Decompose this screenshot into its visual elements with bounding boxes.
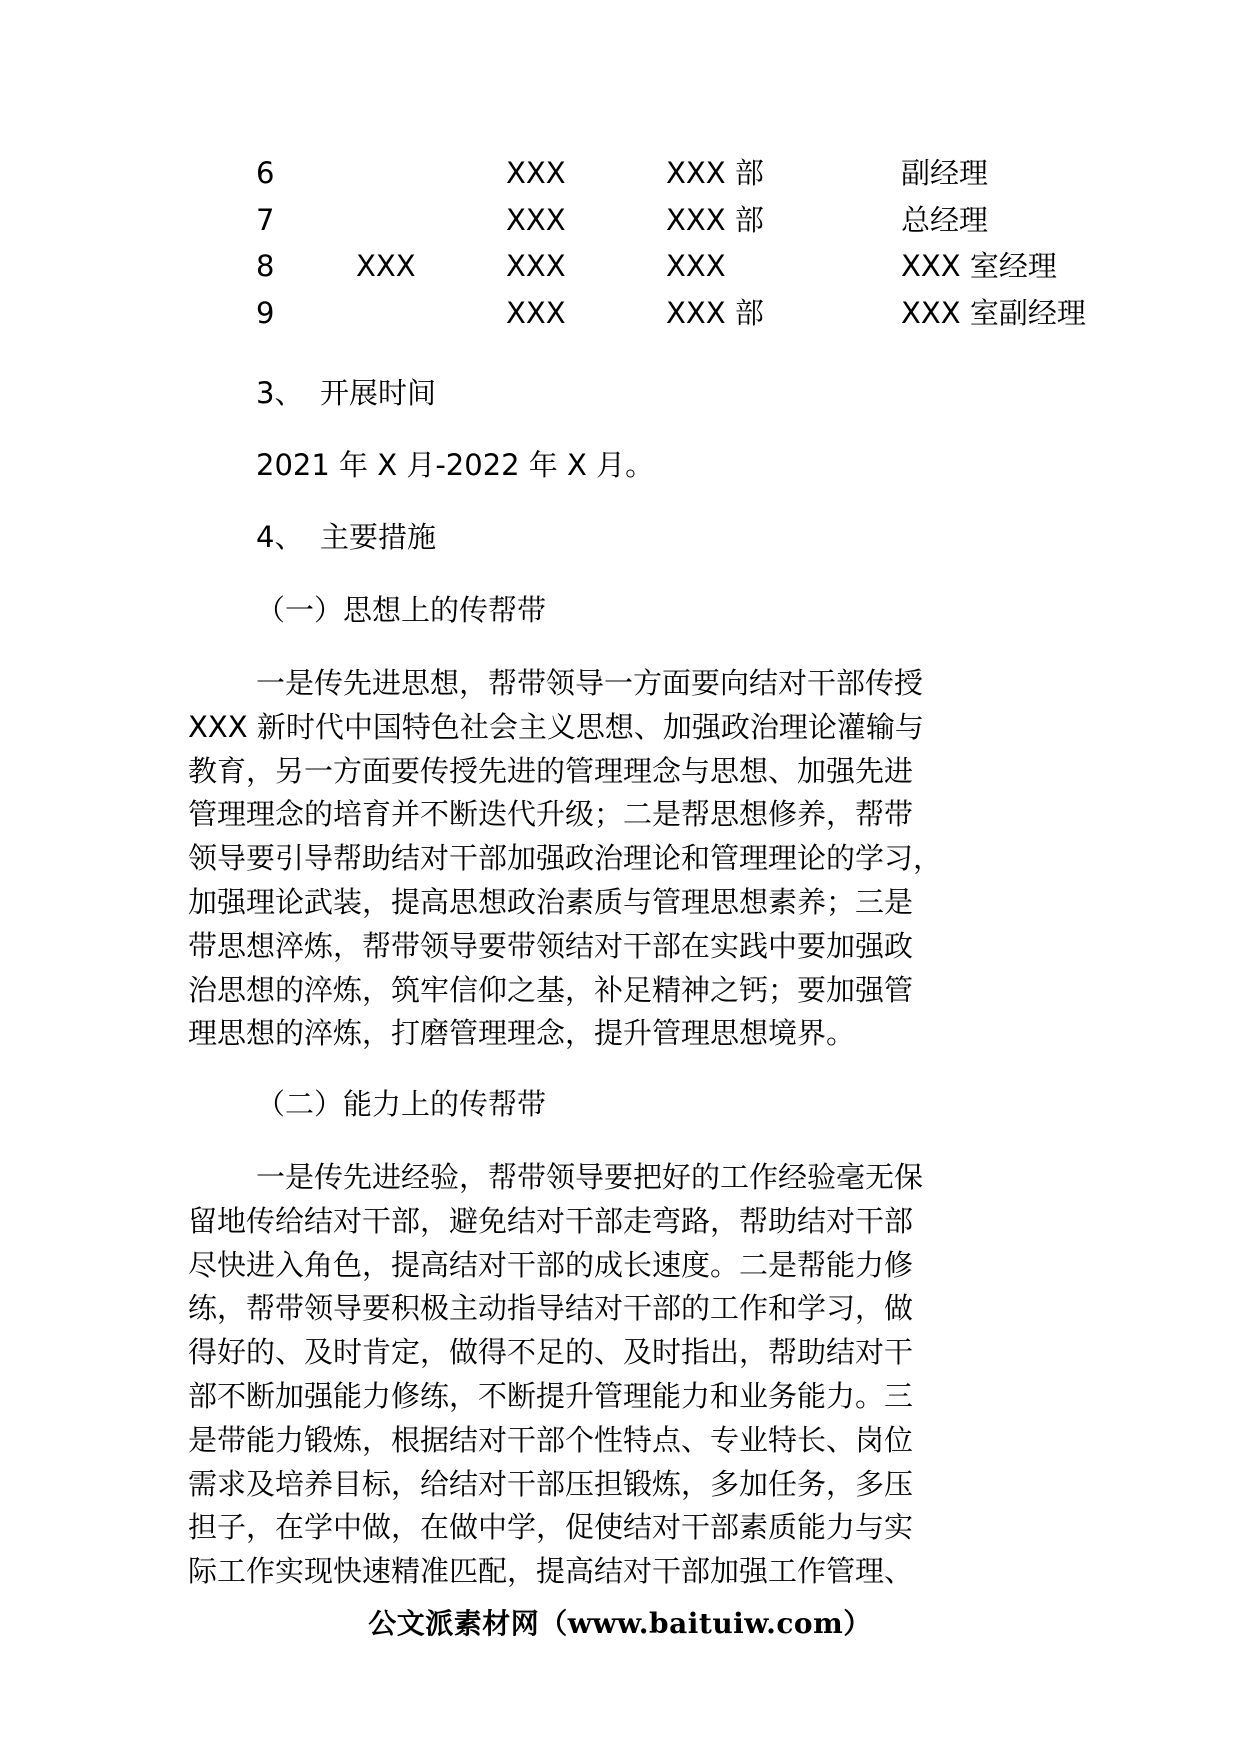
section-number: 3、 <box>256 376 304 410</box>
cell-department: XXX 部 <box>666 295 764 330</box>
row-number: 6 <box>256 156 275 190</box>
cell-name-b: XXX <box>506 295 566 330</box>
page-footer: 公文派素材网（www.baituiw.com） <box>368 1607 872 1640</box>
section-title: 主要措施 <box>320 520 437 554</box>
cell-name-b: XXX <box>506 249 566 283</box>
paragraph-ability <box>188 1156 1068 1594</box>
schedule-period: 2021 年 X 月-2022 年 X 月。 <box>256 448 655 482</box>
section-heading-measures <box>256 517 436 557</box>
cell-department: XXX 部 <box>666 156 764 190</box>
cell-position: XXX 室副经理 <box>901 295 1086 330</box>
cell-name-b: XXX <box>506 202 566 237</box>
cell-position: 副经理 <box>901 156 989 190</box>
paragraph-line: 是带能力锻炼，根据结对干部个性特点、专业特长、岗位 <box>188 1422 914 1457</box>
cell-name-b: XXX <box>506 156 566 190</box>
paragraph-line: 治思想的淬炼，筑牢信仰之基，补足精神之钙；要加强管 <box>188 972 914 1007</box>
row-number: 7 <box>256 202 275 237</box>
paragraph-line: 加强理论武装，提高思想政治素质与管理思想素养；三是 <box>188 884 914 919</box>
row-number: 8 <box>256 249 275 283</box>
paragraph-line: 领导要引导帮助结对干部加强政治理论和管理理论的学习， <box>188 841 943 876</box>
subheading-ability: （二）能力上的传帮带 <box>256 1087 547 1121</box>
paragraph-ideology <box>188 662 1068 1056</box>
paragraph-line: 需求及培养目标，给结对干部压担锻炼，多加任务，多压 <box>188 1466 914 1501</box>
section-title: 开展时间 <box>320 376 437 410</box>
paragraph-line: 一是传先进经验，帮带领导要把好的工作经验毫无保 <box>256 1160 924 1194</box>
paragraph-line: 理思想的淬炼，打磨管理理念，提升管理思想境界。 <box>188 1016 856 1051</box>
section-heading-schedule <box>256 373 436 413</box>
cell-department: XXX 部 <box>666 202 764 237</box>
row-number: 9 <box>256 295 275 330</box>
cell-position: XXX 室经理 <box>901 249 1057 283</box>
paragraph-line: 教育，另一方面要传授先进的管理理念与思想、加强先进 <box>188 753 914 788</box>
paragraph-line: 练，帮带领导要积极主动指导结对干部的工作和学习，做 <box>188 1291 914 1326</box>
paragraph-line: 担子，在学中做，在做中学，促使结对干部素质能力与实 <box>188 1510 914 1545</box>
paragraph-line: 部不断加强能力修练，不断提升管理能力和业务能力。三 <box>188 1378 914 1413</box>
paragraph-line: 带思想淬炼，帮带领导要带领结对干部在实践中要加强政 <box>188 928 914 963</box>
paragraph-line: 管理理念的培育并不断迭代升级；二是帮思想修养，帮带 <box>188 797 914 832</box>
cell-name-a: XXX <box>356 249 416 283</box>
paragraph-line: 一是传先进思想，帮带领导一方面要向结对干部传授 <box>256 666 924 700</box>
cell-department: XXX <box>666 249 726 283</box>
paragraph-line: 得好的、及时肯定，做得不足的、及时指出，帮助结对干 <box>188 1335 914 1370</box>
paragraph-line: 留地传给结对干部，避免结对干部走弯路，帮助结对干部 <box>188 1203 914 1238</box>
cell-position: 总经理 <box>901 202 989 237</box>
section-number: 4、 <box>256 520 304 554</box>
paragraph-line: 际工作实现快速精准匹配，提高结对干部加强工作管理、 <box>188 1554 914 1589</box>
subheading-ideology: （一）思想上的传帮带 <box>256 593 547 627</box>
paragraph-line: 尽快进入角色，提高结对干部的成长速度。二是帮能力修 <box>188 1247 914 1282</box>
paragraph-line: XXX 新时代中国特色社会主义思想、加强政治理论灌输与 <box>188 709 924 744</box>
